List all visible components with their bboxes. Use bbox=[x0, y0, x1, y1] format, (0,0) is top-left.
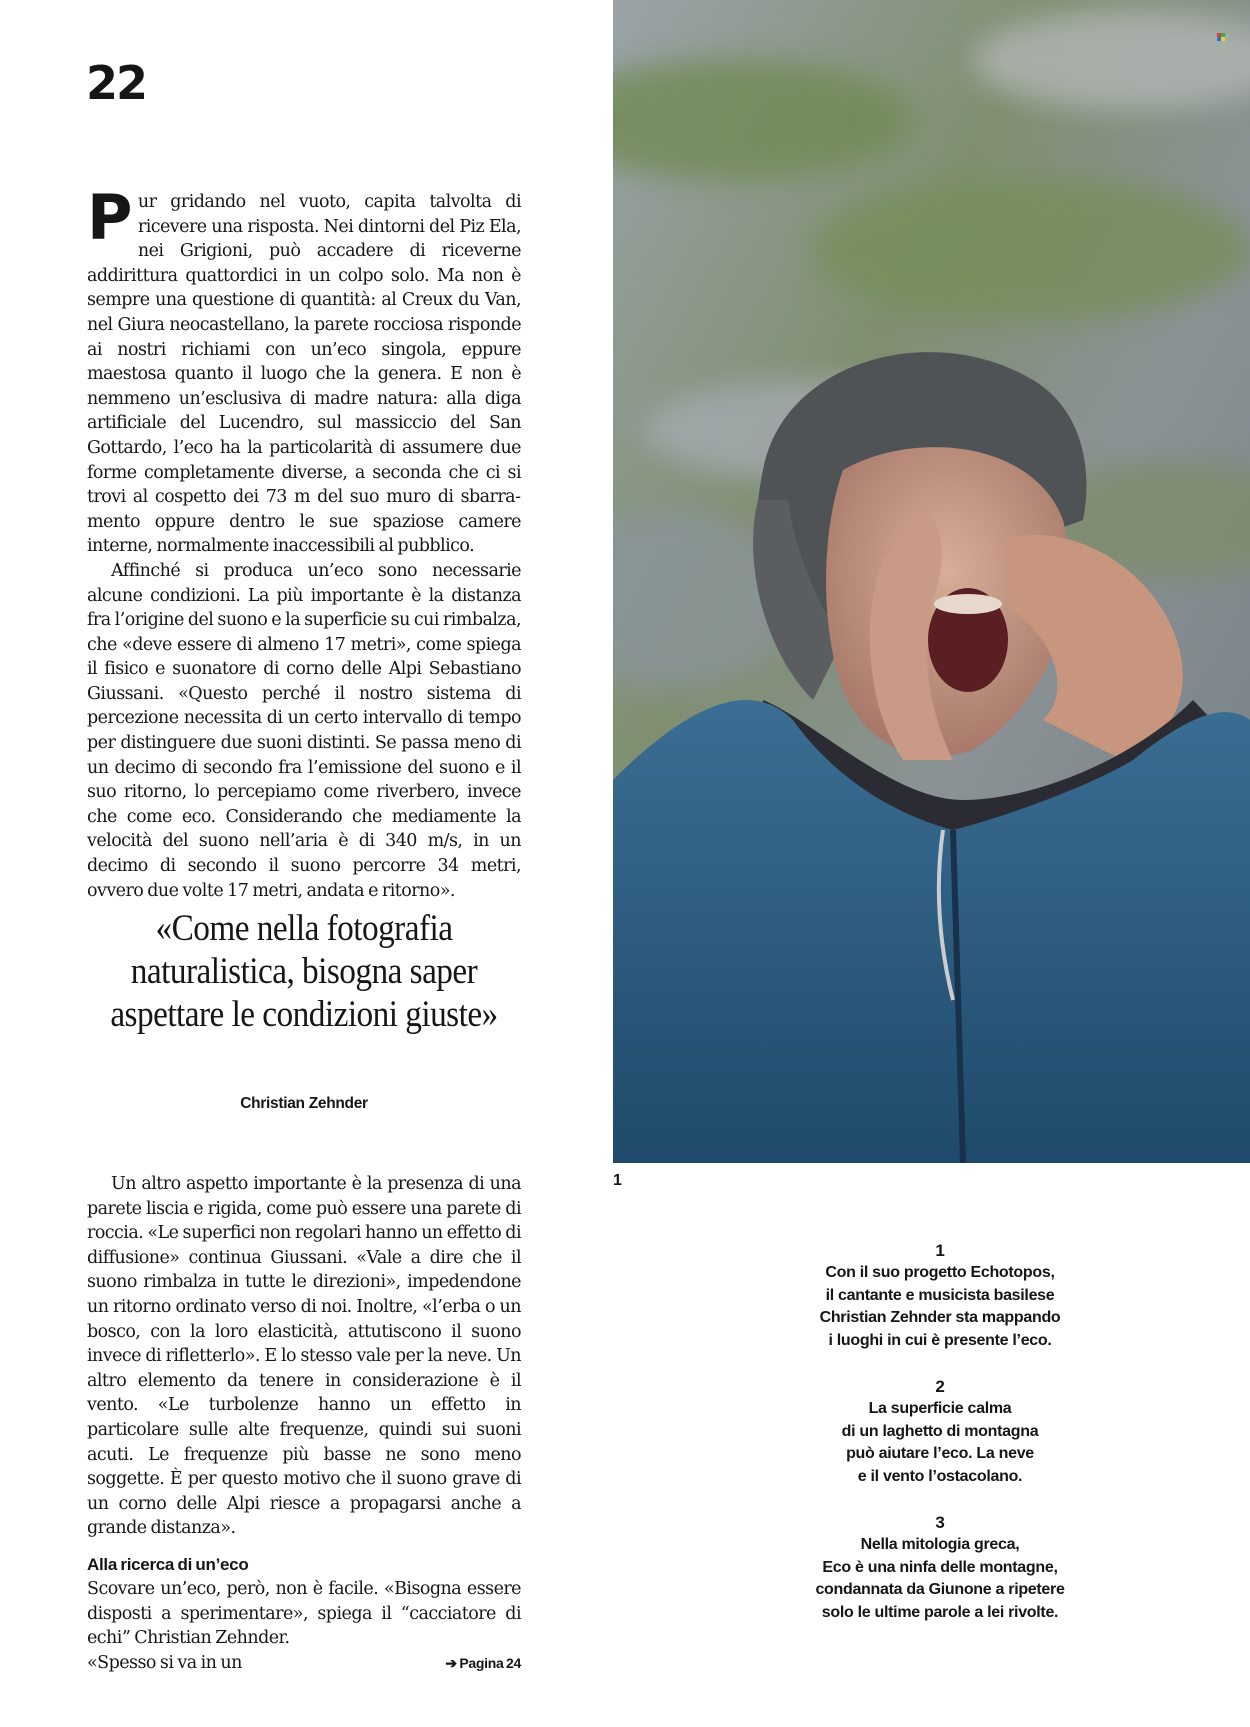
caption-number: 2 bbox=[935, 1377, 945, 1397]
paragraph-3: Un altro aspetto importante è la presenza di una parete liscia e rigida, come può essere una parete di roccia. «Le superfici non regolari hanno un effetto di diffusione» continua Giussani. «Vale a dire che il suono rimbalza in tutte le direzioni», impedendone un ritorno ordinato verso di noi. Inoltre, «l’erba o un bosco, con la loro elasticità, attutiscono il suono invece di rifletterlo». E lo stesso vale per la neve. Un altro elemento da tenere in considerazione è il vento. «Le turbolenze hanno un effetto in particolare sulle alte frequenze, quindi sui suoni acuti. Le frequenze più basse ne sono meno soggette. È per questo motivo che il suono grave di un corno delle Alpi riesce a propagarsi anche a grande distanza». bbox=[87, 1174, 521, 1539]
caption-number: 3 bbox=[935, 1513, 945, 1533]
intro-paragraph bbox=[87, 181, 521, 559]
page-number: 22 bbox=[86, 56, 147, 110]
article-body-bottom bbox=[87, 1172, 521, 1675]
paragraph-4: Scovare un’eco, però, non è facile. «Bisogna essere disposti a sperimentare», spiega il “cacciatore di echi” Christian Zehnder. bbox=[87, 1578, 521, 1649]
article-body-top bbox=[87, 181, 521, 903]
drop-cap: P bbox=[87, 181, 132, 254]
caption-text: Con il suo progetto Echotopos, il cantante e musicista basilese Christian Zehnder sta mappando i luoghi in cui è presente l’eco. bbox=[819, 1264, 1061, 1349]
caption-text: Nella mitologia greca, Eco è una ninfa delle montagne, condannata da Giunone a ripetere solo le ultime parole a lei rivolte. bbox=[815, 1536, 1065, 1621]
caption-2 bbox=[780, 1376, 1100, 1488]
continue-line bbox=[87, 1651, 521, 1676]
continue-page-link[interactable]: ➔ Pagina 24 bbox=[445, 1654, 521, 1671]
pull-quote: «Come nella fotografia naturalistica, bisogna saper aspettare le condizioni giuste» bbox=[110, 908, 498, 1035]
paragraph-4-end: «Spesso si va in un bbox=[87, 1652, 242, 1673]
caption-1 bbox=[780, 1240, 1100, 1352]
caption-text: La superficie calma di un laghetto di montagna può aiutare l’eco. La neve e il vento l’ostacolano. bbox=[841, 1400, 1039, 1485]
color-marker-icon bbox=[1217, 33, 1225, 41]
photo-index: 1 bbox=[613, 1172, 622, 1189]
paragraph-2: Affinché si produca un’eco sono necessarie alcune condizioni. La più importante è la distanza fra l’origine del suono e la superficie su cui rimbalza, che «deve essere di almeno 17 metri», come spiega il fisico e suonatore di corno delle Alpi Sebastiano Giussani. «Questo perché il nostro sistema di percezione necessita di un certo intervallo di tempo per distinguere due suoni distinti. Se passa meno di un decimo di secondo fra l’emissione del suono e il suo ritorno, lo percepiamo come riverbero, invece che come eco. Considerando che mediamente la velocità del suono nell’aria è di 340 m/s, in un decimo di secondo il suono percorre 34 metri, ovvero due volte 17 metri, andata e ritorno». bbox=[87, 560, 521, 901]
intro-text: ur gridando nel vuoto, capita talvolta di ricevere una risposta. Nei dintorni del Piz Ela, nei Grigioni, può accadere di riceverne addirittura quattordici in un colpo solo. Ma non è sempre una questione di quantità: al Creux du Van, nel Giura neocastellano, la parete rocciosa risponde ai nostri richiami con un’eco singola, eppure maestosa quanto il luogo che la genera. E non è nemmeno un’esclusiva di madre natura: alla diga artificiale del Lucendro, sul massiccio del San Gottardo, l’eco ha la particolarità di assumere due forme completamente diverse, a seconda che ci si trovi al cospetto dei 73 m del suo muro di sbarramento oppure dentro le sue spaziose camere interne, normalmente inaccessibili al pubblico. bbox=[87, 192, 521, 557]
captions bbox=[780, 1240, 1100, 1648]
caption-3 bbox=[780, 1512, 1100, 1624]
section-subhead: Alla ricerca di un’eco bbox=[87, 1554, 249, 1574]
quote-author: Christian Zehnder bbox=[240, 1095, 368, 1112]
caption-number: 1 bbox=[935, 1241, 945, 1260]
photo-man-shouting bbox=[613, 0, 1250, 1163]
